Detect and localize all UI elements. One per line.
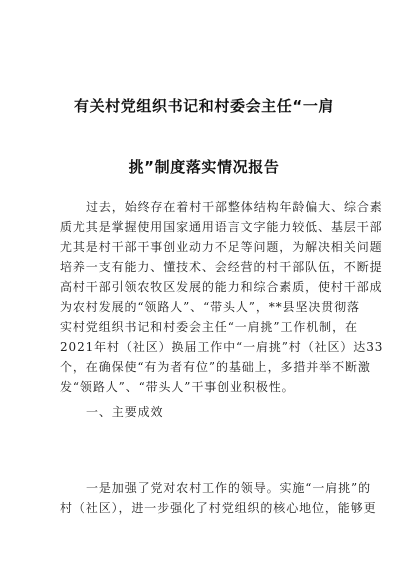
paragraph-line: 过去，始终存在着村干部整体结构年龄偏大、综合素	[86, 200, 383, 214]
section-heading: 一、主要成效	[86, 405, 164, 419]
paragraph-line: 尤其是村干部干事创业动力不足等问题，为解决相关问题	[60, 240, 383, 254]
body-paragraph-2	[60, 478, 377, 518]
paragraph-line: 培养一支有能力、懂技术、会经营的村干部队伍，不断提	[60, 260, 383, 274]
document-title-line-2: 挑”制度落实情况报告	[128, 158, 280, 176]
document-title-line-1: 有关村党组织书记和村委会主任“一肩	[73, 97, 335, 115]
paragraph-line: 高村干部引领农牧区发展的能力和综合素质，使村干部成	[60, 280, 383, 294]
paragraph-line: 发“领路人”、“带头人”干事创业积极性。	[60, 380, 295, 394]
paragraph-line: 一是加强了党对农村工作的领导。实施“一肩挑”的	[86, 481, 371, 495]
paragraph-line: 个，在确保使“有为者有位”的基础上，多措并举不断激	[60, 360, 371, 374]
paragraph-line: 村（社区），进一步强化了村党组织的核心地位，能够更	[60, 501, 377, 515]
body-paragraph-1	[60, 197, 384, 397]
paragraph-line: 实村党组织书记和村委会主任“一肩挑”工作机制，在	[60, 320, 358, 334]
paragraph-line: 2021年村（社区）换届工作中“一肩挑”村（社区）达33	[60, 340, 384, 354]
paragraph-line: 为农村发展的“领路人”、“带头人”，**县坚决贯彻落	[60, 300, 360, 314]
paragraph-line: 质尤其是掌握使用国家通用语言文字能力较低、基层干部	[60, 220, 383, 234]
